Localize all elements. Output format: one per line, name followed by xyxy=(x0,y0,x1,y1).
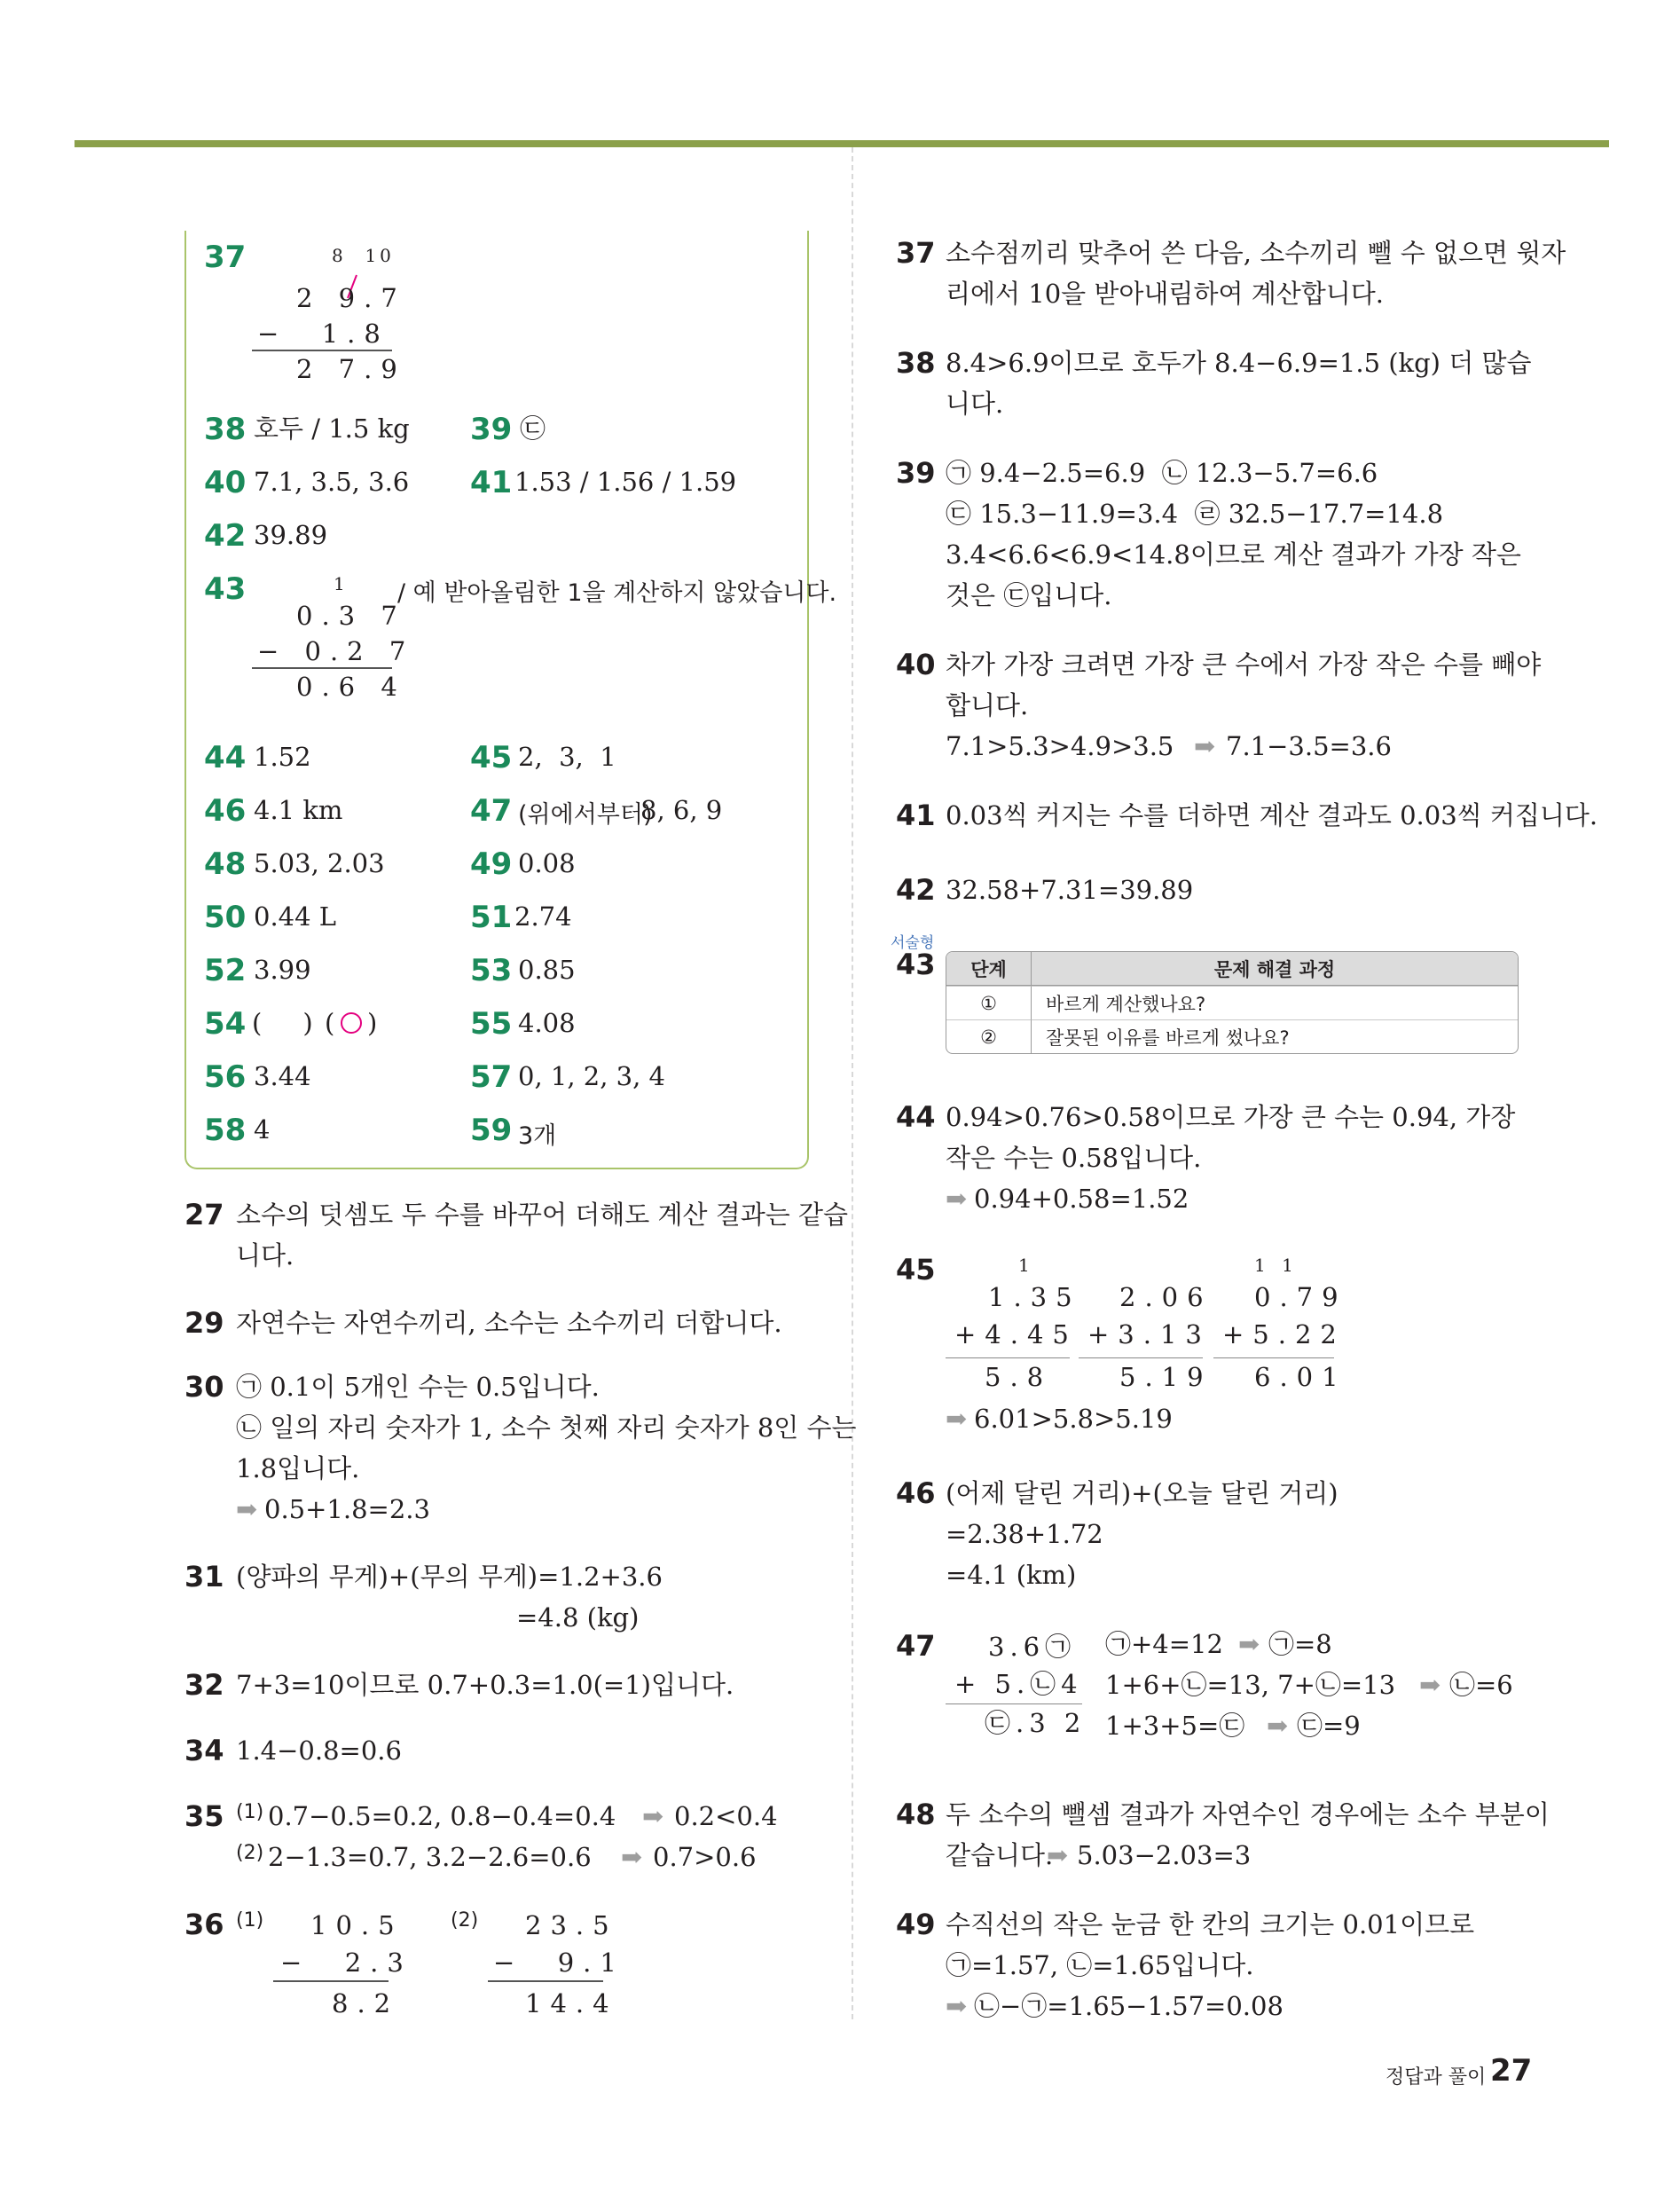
box-q47-prefix: (위에서부터) xyxy=(518,801,653,829)
left-q27-number: 27 xyxy=(184,1198,224,1231)
left-q29-number: 29 xyxy=(184,1306,224,1340)
box-q37-number: 37 xyxy=(204,240,247,275)
table-row xyxy=(946,986,1518,1019)
box-q59-number: 59 xyxy=(470,1113,513,1148)
box-q56-number: 56 xyxy=(204,1059,247,1095)
right-q45-c-row2: +5.22 xyxy=(1222,1319,1346,1349)
footer-label: 정답과 풀이 xyxy=(1386,2066,1487,2089)
right-q45-b-row1: 2.06 xyxy=(1119,1282,1213,1312)
arrow-right-icon: ➡ xyxy=(236,1494,258,1524)
box-q39-answer: ㉢ xyxy=(520,413,546,444)
right-q40-line3-result: 7.1−3.5=3.6 xyxy=(1226,731,1392,761)
box-q38-number: 38 xyxy=(204,412,247,447)
right-q39-line3: 3.4<6.6<6.9<14.8이므로 계산 결과가 가장 작은 xyxy=(946,539,1521,570)
box-q49-answer: 0.08 xyxy=(518,848,576,878)
box-q48-answer: 5.03, 2.03 xyxy=(254,848,385,878)
left-q31-line1: (양파의 무게)+(무의 무게)=1.2+3.6 xyxy=(236,1562,663,1592)
right-q39-line4: 것은 ㉢입니다. xyxy=(946,580,1112,610)
rubric-header-row xyxy=(946,952,1518,986)
box-q47-answer: 8, 6, 9 xyxy=(640,795,723,825)
right-q45-result: 6.01>5.8>5.19 xyxy=(974,1404,1173,1434)
left-q36-b-row2: − 9.1 xyxy=(493,1947,625,1978)
right-q40-line2: 합니다. xyxy=(946,690,1029,720)
left-q31-line2: =4.8 (kg) xyxy=(516,1602,640,1633)
right-q45-a-row1: 1.35 xyxy=(988,1282,1081,1312)
right-q47-eq1: ㉠+4=12 xyxy=(1105,1629,1223,1659)
left-q29-line1: 자연수는 자연수끼리, 소수는 소수끼리 더합니다. xyxy=(236,1308,782,1338)
box-q50-answer: 0.44 L xyxy=(254,901,337,932)
arrow-right-icon: ➡ xyxy=(642,1801,664,1831)
box-q57-number: 57 xyxy=(470,1059,513,1095)
right-q45-c-carry: 1 1 xyxy=(1254,1255,1299,1276)
right-q47-eq1-result: ㉠=8 xyxy=(1268,1629,1332,1659)
box-q51-number: 51 xyxy=(470,900,513,935)
right-q38-line1: 8.4>6.9이므로 호두가 8.4−6.9=1.5 (kg) 더 많습 xyxy=(946,348,1532,378)
box-q44-answer: 1.52 xyxy=(254,742,311,772)
top-header-bar xyxy=(75,140,1609,147)
right-q45-b-row3: 5.19 xyxy=(1119,1362,1213,1392)
left-q35-number: 35 xyxy=(184,1799,224,1833)
left-q34-number: 34 xyxy=(184,1734,224,1767)
arrow-right-icon: ➡ xyxy=(1267,1711,1289,1741)
right-q44-number: 44 xyxy=(896,1100,936,1134)
left-q35-line1-result: 0.2<0.4 xyxy=(674,1801,778,1831)
box-q41-answer: 1.53 / 1.56 / 1.59 xyxy=(514,467,737,497)
box-q37-carry: 8 10 xyxy=(332,245,395,266)
box-q54-choice-a: ( ) xyxy=(252,1008,313,1038)
right-q38-line2: 니다. xyxy=(946,389,1004,419)
box-q54-choice-b-close: ) xyxy=(367,1008,378,1038)
right-q45-number: 45 xyxy=(896,1253,936,1286)
right-q45-c-row1: 0.79 xyxy=(1254,1282,1347,1312)
box-q46-number: 46 xyxy=(204,793,247,829)
left-q35-line2: 2−1.3=0.7, 3.2−2.6=0.6 xyxy=(268,1842,592,1872)
rubric-header-process: 문제 해결 과정 xyxy=(1032,952,1518,986)
left-q32-number: 32 xyxy=(184,1668,224,1702)
right-q45-a-rule xyxy=(946,1357,1070,1358)
right-q47-row1: 3.6㉠ xyxy=(988,1632,1077,1662)
box-q53-number: 53 xyxy=(470,953,513,988)
right-q47-rule xyxy=(946,1703,1082,1704)
essay-type-tag: 서술형 xyxy=(891,934,935,952)
right-q41-line1: 0.03씩 커지는 수를 더하면 계산 결과도 0.03씩 커집니다. xyxy=(946,800,1598,830)
right-q39-line1: ㉠ 9.4−2.5=6.9 ㉡ 12.3−5.7=6.6 xyxy=(946,458,1378,488)
arrow-right-icon: ➡ xyxy=(621,1842,643,1872)
scoring-rubric-table xyxy=(946,951,1519,1054)
right-q45-c-rule xyxy=(1213,1357,1334,1358)
right-q49-line2: ㉠=1.57, ㉡=1.65입니다. xyxy=(946,1950,1254,1980)
box-q52-answer: 3.99 xyxy=(254,955,311,985)
circle-mark-icon xyxy=(341,1012,362,1035)
left-q36-a-row1: 10.5 xyxy=(310,1910,404,1940)
right-q47-row3: ㉢.3 2 xyxy=(985,1708,1087,1738)
right-q49-line3: ㉡−㉠=1.65−1.57=0.08 xyxy=(974,1991,1284,2021)
right-q41-number: 41 xyxy=(896,799,936,832)
right-q42-line1: 32.58+7.31=39.89 xyxy=(946,875,1194,905)
left-q30-line2: ㉡ 일의 자리 숫자가 1, 소수 첫째 자리 숫자가 8인 수는 xyxy=(236,1412,857,1443)
page-number: 27 xyxy=(1490,2053,1533,2089)
box-q45-number: 45 xyxy=(470,740,513,775)
arrow-right-icon: ➡ xyxy=(946,1404,968,1434)
right-q47-eq3-result: ㉢=9 xyxy=(1297,1711,1361,1741)
right-q45-b-rule xyxy=(1079,1357,1203,1358)
box-q43-row1: 0.3 7 xyxy=(296,601,406,631)
left-q36-tag-a: (1) xyxy=(236,1909,264,1932)
left-q36-tag-b: (2) xyxy=(451,1909,479,1932)
arrow-right-icon: ➡ xyxy=(1419,1670,1441,1700)
right-q46-line1: (어제 달린 거리)+(오늘 달린 거리) xyxy=(946,1478,1339,1508)
box-q45-answer: 2, 3, 1 xyxy=(518,742,616,772)
left-q30-line1: ㉠ 0.1이 5개인 수는 0.5입니다. xyxy=(236,1372,600,1402)
left-q30-line4: 0.5+1.8=2.3 xyxy=(264,1494,430,1524)
right-q44-line1: 0.94>0.76>0.58이므로 가장 큰 수는 0.94, 가장 xyxy=(946,1102,1516,1132)
left-q34-line1: 1.4−0.8=0.6 xyxy=(236,1735,402,1766)
right-q40-line3: 7.1>5.3>4.9>3.5 xyxy=(946,731,1174,761)
box-q56-answer: 3.44 xyxy=(254,1061,311,1091)
box-q59-answer: 3개 xyxy=(518,1122,557,1150)
rubric-header-step: 단계 xyxy=(946,952,1032,986)
right-q37-line1: 소수점끼리 맞추어 쓴 다음, 소수끼리 뺄 수 없으면 윗자 xyxy=(946,238,1566,268)
left-q36-b-row3: 14.4 xyxy=(525,1988,618,2018)
box-q37-row3: 2 7.9 xyxy=(296,354,406,384)
left-q36-a-rule xyxy=(273,1980,389,1982)
left-q36-a-row3: 8.2 xyxy=(332,1988,400,2018)
box-q43-row3: 0.6 4 xyxy=(296,672,406,702)
left-q35-tag1: (1) xyxy=(236,1801,264,1823)
right-q47-row2: + 5.㉡4 xyxy=(954,1669,1083,1699)
box-q43-number: 43 xyxy=(204,571,247,607)
arrow-right-icon: ➡ xyxy=(1047,1840,1069,1870)
left-q30-number: 30 xyxy=(184,1370,224,1404)
box-q46-answer: 4.1 km xyxy=(254,795,343,825)
arrow-right-icon: ➡ xyxy=(1238,1629,1260,1659)
rubric-step: ① xyxy=(946,986,1032,1019)
arrow-right-icon: ➡ xyxy=(946,1184,968,1214)
left-q27-line1: 소수의 덧셈도 두 수를 바꾸어 더해도 계산 결과는 같습 xyxy=(236,1200,849,1230)
left-q35-tag2: (2) xyxy=(236,1842,264,1864)
right-q44-line2: 작은 수는 0.58입니다. xyxy=(946,1143,1202,1173)
left-q31-number: 31 xyxy=(184,1560,224,1593)
box-q42-answer: 39.89 xyxy=(254,520,328,550)
box-q51-answer: 2.74 xyxy=(514,901,572,932)
right-q39-number: 39 xyxy=(896,456,936,490)
box-q54-choice-b-open: ( xyxy=(325,1008,335,1038)
box-q39-number: 39 xyxy=(470,412,513,447)
right-q47-eq2-result: ㉡=6 xyxy=(1449,1670,1513,1700)
right-q39-line2: ㉢ 15.3−11.9=3.4 ㉣ 32.5−17.7=14.8 xyxy=(946,499,1444,529)
right-q48-number: 48 xyxy=(896,1798,936,1831)
rubric-description: 바르게 계산했나요? xyxy=(1032,986,1518,1019)
right-q40-number: 40 xyxy=(896,648,936,681)
right-q49-number: 49 xyxy=(896,1908,936,1941)
left-q36-a-row2: − 2.3 xyxy=(280,1947,412,1978)
right-q38-number: 38 xyxy=(896,346,936,380)
right-q47-eq3: 1+3+5=㉢ xyxy=(1105,1711,1245,1741)
left-q27-line2: 니다. xyxy=(236,1240,294,1271)
left-q30-line3: 1.8입니다. xyxy=(236,1453,360,1483)
box-q52-number: 52 xyxy=(204,953,247,988)
box-q43-note: / 예 받아올림한 1을 계산하지 않았습니다. xyxy=(397,579,837,607)
box-q58-number: 58 xyxy=(204,1113,247,1148)
right-q48-line2: 같습니다. xyxy=(946,1840,1054,1870)
box-q58-answer: 4 xyxy=(254,1114,271,1145)
box-q42-number: 42 xyxy=(204,518,247,554)
box-q40-answer: 7.1, 3.5, 3.6 xyxy=(254,467,410,497)
box-q37-row1: 2 9.7 xyxy=(296,283,406,313)
right-q48-line2-result: 5.03−2.03=3 xyxy=(1077,1840,1252,1870)
right-q47-number: 47 xyxy=(896,1629,936,1663)
arrow-right-icon: ➡ xyxy=(946,1991,968,2021)
right-q45-a-row3: 5.8 xyxy=(985,1362,1053,1392)
left-q36-b-row1: 23.5 xyxy=(525,1910,618,1940)
rubric-description: 잘못된 이유를 바르게 썼나요? xyxy=(1032,1019,1518,1053)
right-q43-number: 43 xyxy=(896,948,936,981)
column-divider xyxy=(852,147,853,2019)
left-q35-line2-result: 0.7>0.6 xyxy=(653,1842,757,1872)
box-q55-number: 55 xyxy=(470,1006,513,1042)
right-q40-line1: 차가 가장 크려면 가장 큰 수에서 가장 작은 수를 빼야 xyxy=(946,649,1542,680)
right-q45-a-row2: +4.45 xyxy=(954,1319,1078,1349)
right-q46-number: 46 xyxy=(896,1476,936,1510)
box-q44-number: 44 xyxy=(204,740,247,775)
right-q47-eq2: 1+6+㉡=13, 7+㉡=13 xyxy=(1105,1670,1396,1700)
right-q48-line1: 두 소수의 뺄셈 결과가 자연수인 경우에는 소수 부분이 xyxy=(946,1799,1550,1829)
right-q46-line2: =2.38+1.72 xyxy=(946,1519,1103,1549)
box-q40-number: 40 xyxy=(204,465,247,500)
right-q42-number: 42 xyxy=(896,873,936,907)
right-q37-number: 37 xyxy=(896,236,936,270)
box-q50-number: 50 xyxy=(204,900,247,935)
box-q55-answer: 4.08 xyxy=(518,1008,576,1038)
right-q49-line1: 수직선의 작은 눈금 한 칸의 크기는 0.01이므로 xyxy=(946,1909,1475,1940)
left-q32-line1: 7+3=10이므로 0.7+0.3=1.0(=1)입니다. xyxy=(236,1670,734,1700)
right-q37-line2: 리에서 10을 받아내림하여 계산합니다. xyxy=(946,279,1384,309)
rubric-step: ② xyxy=(946,1019,1032,1053)
right-q45-a-carry: 1 xyxy=(1018,1255,1030,1276)
right-q45-b-row2: +3.13 xyxy=(1087,1319,1211,1349)
box-q37-row2: − 1.8 xyxy=(257,319,389,349)
box-q47-number: 47 xyxy=(470,793,513,829)
table-row xyxy=(946,1019,1518,1053)
box-q57-answer: 0, 1, 2, 3, 4 xyxy=(518,1061,665,1091)
right-q44-line3: 0.94+0.58=1.52 xyxy=(974,1184,1189,1214)
box-q49-number: 49 xyxy=(470,846,513,882)
left-q36-number: 36 xyxy=(184,1908,224,1941)
box-q43-row2: − 0.2 7 xyxy=(257,636,415,666)
right-q46-line3: =4.1 (km) xyxy=(946,1560,1077,1590)
box-q53-answer: 0.85 xyxy=(518,955,576,985)
left-q36-b-rule xyxy=(488,1980,603,1982)
box-q38-answer: 호두 / 1.5 kg xyxy=(254,413,410,444)
left-q35-line1: 0.7−0.5=0.2, 0.8−0.4=0.4 xyxy=(268,1801,616,1831)
box-q54-number: 54 xyxy=(204,1006,247,1042)
box-q48-number: 48 xyxy=(204,846,247,882)
right-q45-c-row3: 6.01 xyxy=(1254,1362,1347,1392)
box-q43-carry: 1 xyxy=(334,573,345,594)
box-q41-number: 41 xyxy=(470,465,513,500)
arrow-right-icon: ➡ xyxy=(1194,731,1216,761)
